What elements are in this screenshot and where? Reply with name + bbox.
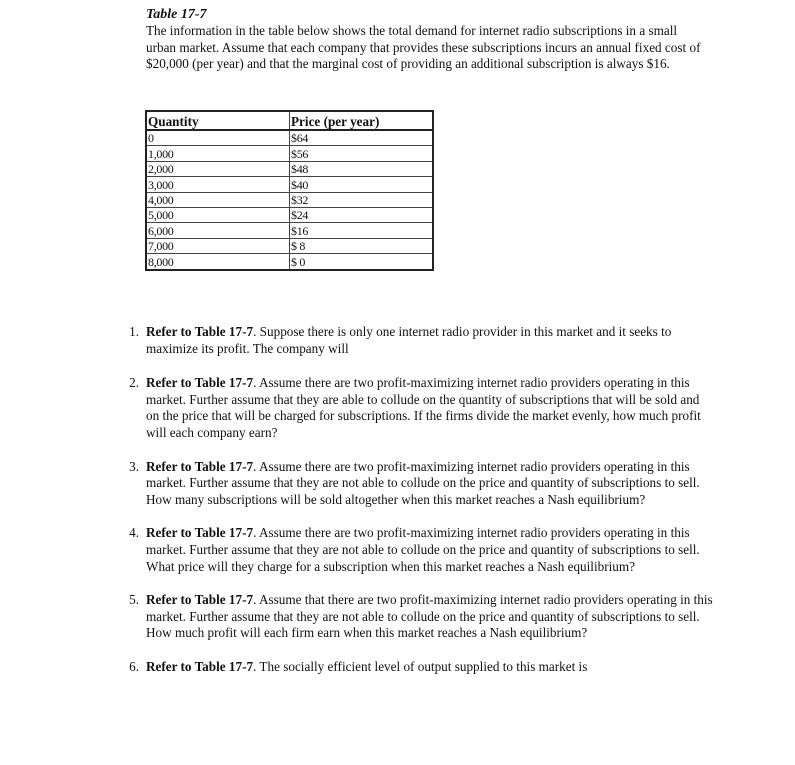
quantity-cell: 1,000	[146, 146, 290, 161]
price-cell: $40	[290, 177, 434, 192]
table-row	[146, 207, 433, 222]
table-row	[146, 146, 433, 161]
question-text: . Assume there are two profit-maximizing internet radio providers operating in this market. Further assume that they are not able to collude on the price and quantity of subscriptions to sell. What price will they charge for a subscription when this market reaches a Nash equilibrium?	[146, 525, 700, 574]
demand-table	[145, 110, 434, 271]
table-row	[146, 238, 433, 253]
table-header-row	[146, 111, 433, 130]
question-reference: Refer to Table 17-7	[146, 375, 254, 391]
question-number: 6.	[129, 658, 139, 674]
price-cell: $ 8	[290, 238, 434, 253]
question-reference: Refer to Table 17-7	[146, 525, 254, 541]
quantity-cell: 6,000	[146, 223, 290, 238]
price-cell: $ 0	[290, 254, 434, 270]
quantity-cell: 5,000	[146, 207, 290, 222]
question-reference: Refer to Table 17-7	[146, 592, 254, 608]
table-row	[146, 130, 433, 146]
quantity-cell: 2,000	[146, 161, 290, 176]
question-reference: Refer to Table 17-7	[146, 458, 254, 474]
table-row	[146, 177, 433, 192]
question-text: . Assume there are two profit-maximizing internet radio providers operating in this market. Further assume that they are not able to collude on the price and quantity of subscriptions to sell. How many subscriptions will be sold altogether when this market reaches a Nash equilibrium?	[146, 458, 700, 507]
question-item	[119, 459, 714, 509]
quantity-cell: 8,000	[146, 254, 290, 270]
question-number: 5.	[129, 592, 139, 608]
quantity-cell: 0	[146, 130, 290, 146]
question-reference: Refer to Table 17-7	[146, 324, 254, 339]
intro-paragraph: The information in the table below shows the total demand for internet radio subscriptions in a small urban market. Assume that each company that provides these subscriptions incurs an annual fixed cost of $20,000 (per year) and that the marginal cost of providing an additional subscription is always $16.	[146, 23, 701, 72]
table-row	[146, 192, 433, 207]
table-row	[146, 254, 433, 270]
column-header-price: Price (per year)	[290, 111, 434, 130]
question-text: . The socially efficient level of output supplied to this market is	[253, 658, 588, 674]
quantity-cell: 7,000	[146, 238, 290, 253]
question-number: 4.	[129, 525, 139, 541]
question-item	[119, 659, 714, 676]
question-reference: Refer to Table 17-7	[146, 658, 254, 674]
question-number: 1.	[129, 324, 139, 339]
question-item	[119, 375, 714, 441]
price-cell: $64	[290, 130, 434, 146]
question-text: . Assume there are two profit-maximizing internet radio providers operating in this market. Further assume that they are able to collude on the quantity of subscriptions that will be sold and on the price that will be charged for subscriptions. If the firms divide the market evenly, how much profit will each company earn?	[146, 375, 701, 440]
question-item	[119, 324, 714, 357]
table-row	[146, 161, 433, 176]
price-cell: $48	[290, 161, 434, 176]
quantity-cell: 4,000	[146, 192, 290, 207]
table-title: Table 17-7	[146, 7, 207, 22]
price-cell: $16	[290, 223, 434, 238]
quantity-cell: 3,000	[146, 177, 290, 192]
question-text: . Assume that there are two profit-maximizing internet radio providers operating in this market. Further assume that they are not able to collude on the price and quantity of subscriptions to sell. How much profit will each firm earn when this market reaches a Nash equilibrium?	[146, 592, 713, 641]
table-row	[146, 223, 433, 238]
question-text: . Suppose there is only one internet radio provider in this market and it seeks to maximize its profit. The company will	[146, 324, 672, 356]
price-cell: $56	[290, 146, 434, 161]
question-item	[119, 592, 714, 642]
column-header-quantity: Quantity	[146, 111, 290, 130]
price-cell: $32	[290, 192, 434, 207]
question-list	[119, 324, 714, 676]
question-item	[119, 525, 714, 575]
question-number: 2.	[129, 375, 139, 391]
price-cell: $24	[290, 207, 434, 222]
question-number: 3.	[129, 458, 139, 474]
